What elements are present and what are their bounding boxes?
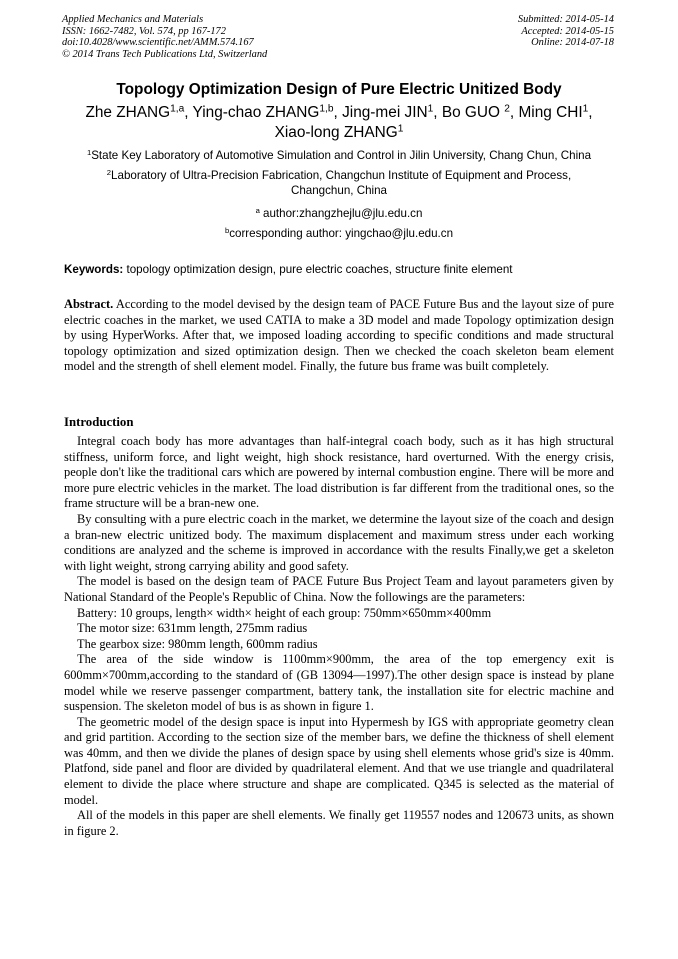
affiliation: $^2$Laboratory of Ultra-Precision Fabrication, Changchun Institute of Equipment and Process, Changchun, China <box>106 167 572 197</box>
journal-name: Applied Mechanics and Materials <box>62 14 204 25</box>
journal-info <box>62 14 267 60</box>
paragraph: Integral coach body has more advantages than half-integral coach body, such as it has high structural stiffness, uniform force, and light weight, high shock resistance, hard overturned. With the energy crisis, people don't like the traditional cars which are powered by internal combustion engine. There will be more and more pure electric vehicles in the market. The load distribution is far different from the traditional ones, so the frame structure will be a bran-new one. <box>64 434 614 511</box>
corresponding-email: $^b$corresponding author: yingchao@jlu.edu.cn <box>224 225 454 240</box>
online-date: Online: 2014-07-18 <box>531 37 614 49</box>
author: Ying-chao ZHANG$^{1,b}$, <box>192 103 343 121</box>
author: Ming CHI$^1$, <box>518 103 593 121</box>
author: Zhe ZHANG$^{1,a}$, <box>85 103 193 121</box>
author-email: $^a$ author:zhangzhejlu@jlu.edu.cn <box>255 205 423 220</box>
author: Xiao-long ZHANG$^1$ <box>274 122 404 141</box>
paragraph: All of the models in this paper are shell elements. We finally get 119557 nodes and 120673 units, as shown in figure 2. <box>64 808 614 838</box>
doi-line: doi:10.4028/www.scientific.net/AMM.574.167 <box>62 37 254 49</box>
accepted-date: Accepted: 2014-05-15 <box>521 25 614 37</box>
paper-title: Topology Optimization Design of Pure Electric Unitized Body <box>116 81 562 98</box>
abstract-label: Abstract. <box>64 297 114 311</box>
paragraph: The model is based on the design team of PACE Future Bus Project Team and layout parameters given by National Standard of the People's Republic of China. Now the followings are the parameters: <box>64 574 614 604</box>
author: Jing-mei JIN$^1$, <box>342 103 442 121</box>
parameter-item: Battery: 10 groups, length× width× height of each group: 750mm×650mm×400mm <box>77 605 492 620</box>
issn-line: ISSN: 1662-7482, Vol. 574, pp 167-172 <box>62 25 226 37</box>
author: Bo GUO $^2$, <box>441 103 519 121</box>
keywords <box>64 262 624 277</box>
copyright-line: © 2014 Trans Tech Publications Ltd, Switzerland <box>62 48 268 60</box>
introduction-body <box>64 434 614 839</box>
abstract-text: According to the model devised by the design team of PACE Future Bus and the layout size of pure electric coaches in the market, we used CATIA to make a 3D model and made Topology optimization design by using HyperWorks. After that, we imposed loading according to specific conditions and made structural topology optimization and sized optimization design. Then we checked the coach skeleton beam element model and the strength of shell element model. Finally, the future bus frame was built completely. <box>64 297 614 374</box>
section-heading: Introduction <box>64 415 134 429</box>
paragraph: The geometric model of the design space is input into Hypermesh by IGS with appropriate geometry clean and grid partition. According to the section size of the member bars, we define the thickness of shell element was 40mm, and then we divide the planes of design space by using shell elements whose grid's size is 40mm. Platfond, side panel and floor are divided by quadrilateral element. And that we use triangle and quadrilateral element to divide the place where structure and shape are complicated. Q345 is selected as the material of model. <box>64 714 614 807</box>
affiliation: $^1$State Key Laboratory of Automotive Simulation and Control in Jilin University, Chang Chun, China <box>86 147 592 162</box>
parameter-item: The motor size: 631mm length, 275mm radius <box>77 621 308 636</box>
author-list <box>30 103 648 142</box>
keywords-text: topology optimization design, pure electric coaches, structure finite element <box>123 263 513 276</box>
keywords-label: Keywords: <box>64 263 124 276</box>
abstract <box>64 297 614 375</box>
paragraph: The area of the side window is 1100mm×900mm, the area of the top emergency exit is 600mm×700mm,according to the standard of (GB 13094—1997).The other design space is instead by plane model while we reserve passenger compartment, battery tank, the installation site for electric machine and suspension. The skeleton model of bus is as shown in figure 1. <box>64 652 614 714</box>
submitted-date: Submitted: 2014-05-14 <box>517 14 614 25</box>
paragraph: By consulting with a pure electric coach in the market, we determine the layout size of the coach and design a bran-new electric unitized body. The maximum displacement and maximum stress under each working conditions are analyzed and the scheme is improved in accordance with the results Finally,we get a skeleton with light weight, strong carrying ability and good safety. <box>64 511 614 573</box>
submission-dates <box>518 14 614 49</box>
parameter-item: The gearbox size: 980mm length, 600mm radius <box>77 636 318 651</box>
